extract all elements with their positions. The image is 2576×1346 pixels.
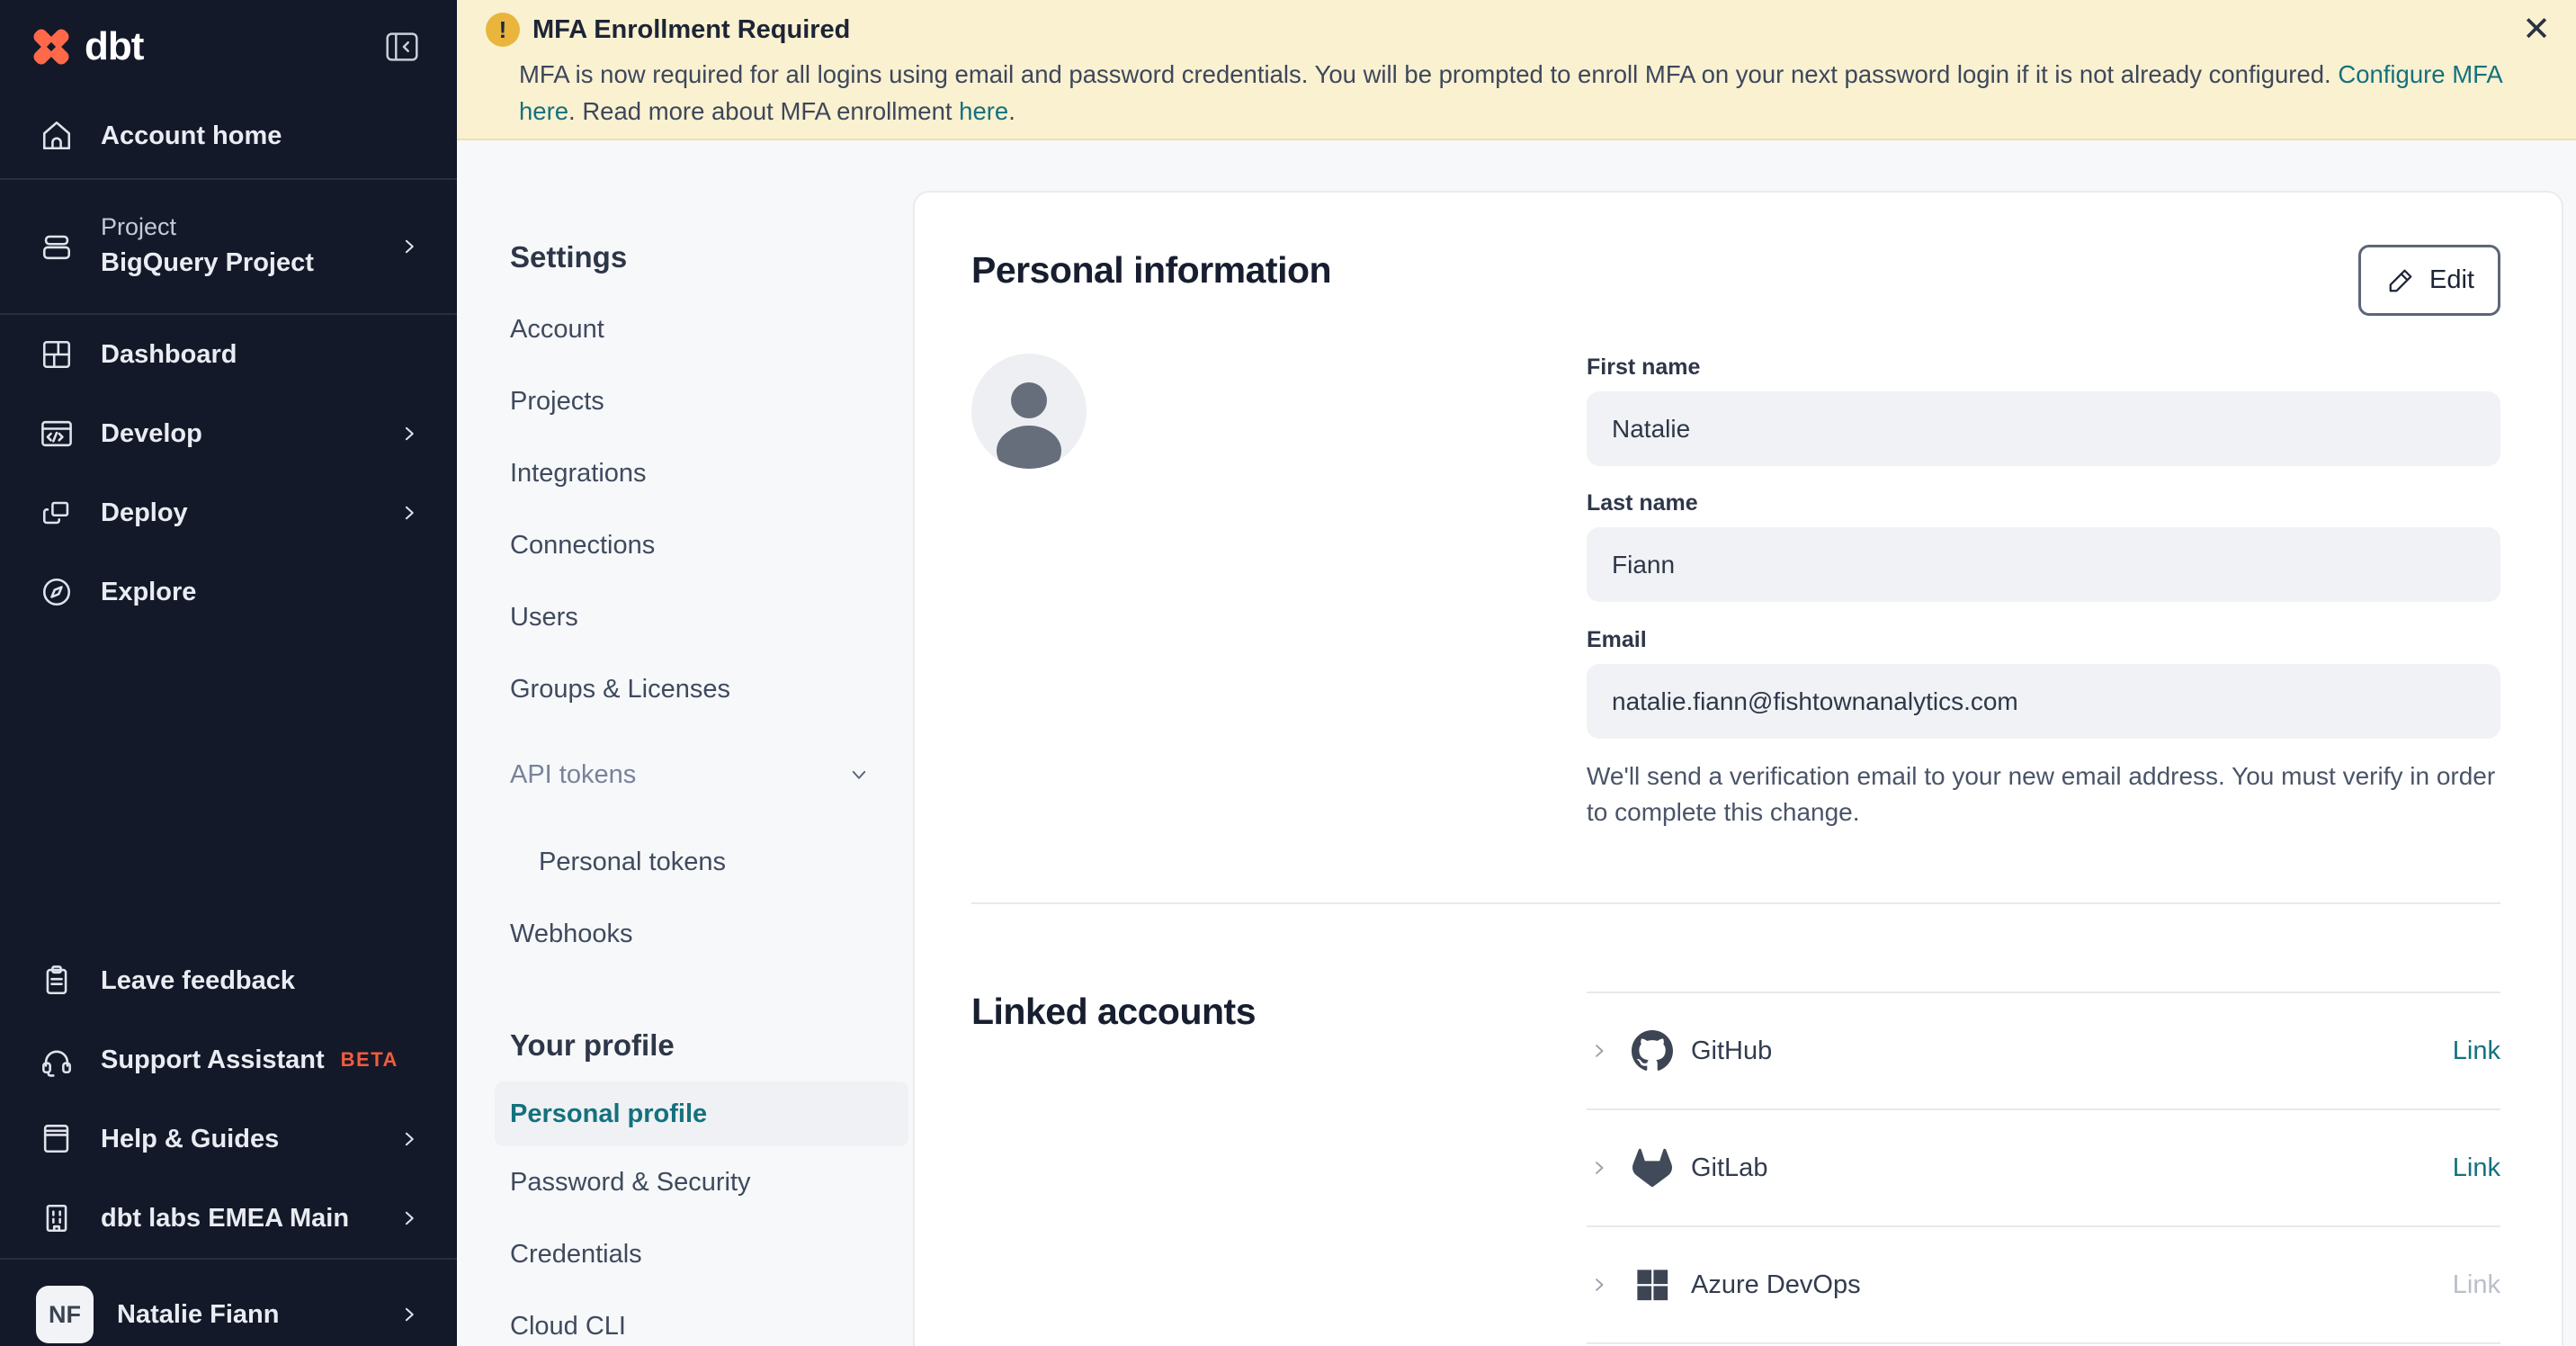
headset-icon — [36, 1039, 77, 1081]
sidebar-item-explore[interactable] — [0, 552, 457, 632]
nav-item-credentials[interactable]: Credentials — [510, 1239, 642, 1269]
first-name-label: First name — [1587, 354, 1701, 380]
settings-nav — [457, 140, 913, 1346]
nav-item-groups-licenses[interactable]: Groups & Licenses — [510, 674, 731, 704]
last-name-label: Last name — [1587, 489, 1698, 516]
dashboard-icon — [36, 334, 77, 375]
banner-body — [519, 56, 2525, 130]
github-link-action[interactable]: Link — [2452, 1036, 2500, 1065]
sidebar-item-label: Support Assistant — [101, 1045, 325, 1074]
configure-mfa-link[interactable]: Configure MFA here — [519, 60, 2502, 125]
chevron-right-icon[interactable] — [1587, 1272, 1612, 1297]
linked-account-row-gitlab — [1587, 1110, 2500, 1227]
sidebar-item-label: Deploy — [101, 498, 188, 527]
linked-account-row-azure-devops — [1587, 1227, 2500, 1344]
person-silhouette-icon — [971, 354, 1087, 469]
banner-title: MFA Enrollment Required — [532, 14, 851, 44]
chevron-right-icon — [396, 1205, 423, 1232]
sidebar-item-label: Dashboard — [101, 339, 237, 369]
sidebar-item-develop[interactable] — [0, 394, 457, 473]
sidebar-item-label: Develop — [101, 418, 202, 448]
compass-icon — [36, 571, 77, 613]
mfa-banner — [457, 0, 2576, 140]
nav-item-webhooks[interactable]: Webhooks — [510, 919, 633, 948]
project-kicker: Project — [101, 212, 177, 240]
nav-item-cloud-cli[interactable]: Cloud CLI — [510, 1311, 626, 1341]
sidebar-user-menu[interactable] — [0, 1260, 457, 1346]
azure-devops-link-action: Link — [2452, 1270, 2500, 1299]
personal-information-card — [913, 191, 2563, 1346]
gitlab-icon — [1632, 1147, 1673, 1189]
chevron-right-icon[interactable] — [1587, 1038, 1612, 1063]
gitlab-link-action[interactable]: Link — [2452, 1153, 2500, 1182]
sidebar-item-label: Account home — [101, 121, 282, 150]
profile-avatar — [971, 354, 1087, 469]
sidebar-item-label: dbt labs EMEA Main — [101, 1203, 350, 1233]
banner-text: . — [1008, 97, 1015, 125]
beta-badge: BETA — [340, 1048, 398, 1071]
email-input[interactable] — [1587, 664, 2500, 739]
nav-item-account[interactable]: Account — [510, 314, 604, 344]
sidebar-item-support-assistant[interactable] — [0, 1020, 457, 1099]
your-profile-heading: Your profile — [510, 1028, 675, 1062]
chevron-down-icon — [845, 761, 872, 788]
sidebar-item-deploy[interactable] — [0, 473, 457, 552]
banner-text: MFA is now required for all logins using email and password credentials. You will be prompted to enroll MFA on your next password login if it is not already configured. — [519, 60, 2339, 88]
banner-text: . Read more about MFA enrollment — [568, 97, 960, 125]
linked-account-row-github — [1587, 993, 2500, 1110]
home-icon — [36, 115, 77, 157]
first-name-input[interactable] — [1587, 391, 2500, 466]
nav-item-password-security[interactable]: Password & Security — [510, 1167, 751, 1197]
nav-item-projects[interactable]: Projects — [510, 386, 604, 416]
provider-name: GitHub — [1691, 1036, 1773, 1065]
close-icon[interactable]: ✕ — [2522, 11, 2551, 49]
email-helper-text: We'll send a verification email to your new email address. You must verify in order to complete this change. — [1587, 762, 2496, 826]
edit-button-label: Edit — [2429, 265, 2474, 294]
edit-button[interactable] — [2358, 245, 2500, 316]
sidebar-collapse-icon[interactable] — [381, 26, 423, 67]
project-box-icon — [36, 226, 77, 267]
sidebar-logo-row — [0, 0, 457, 94]
nav-item-connections[interactable]: Connections — [510, 530, 656, 560]
sidebar-item-label: Explore — [101, 577, 197, 606]
user-name: Natalie Fiann — [117, 1299, 280, 1329]
clipboard-icon — [36, 960, 77, 1001]
email-label: Email — [1587, 626, 1647, 652]
nav-item-users[interactable]: Users — [510, 602, 578, 632]
azure-devops-icon — [1632, 1264, 1673, 1306]
code-window-icon — [36, 413, 77, 454]
sidebar-item-account-home[interactable] — [0, 94, 457, 178]
pencil-icon — [2384, 265, 2417, 297]
user-avatar: NF — [36, 1286, 94, 1343]
project-name: BigQuery Project — [101, 247, 314, 277]
building-icon — [36, 1198, 77, 1239]
sidebar-item-label: Leave feedback — [101, 965, 296, 995]
linked-accounts-title: Linked accounts — [971, 991, 1257, 1032]
warning-icon: ! — [486, 13, 520, 47]
nav-item-integrations[interactable]: Integrations — [510, 458, 647, 488]
github-icon — [1632, 1030, 1673, 1072]
nav-item-api-tokens[interactable] — [495, 739, 908, 811]
nav-item-label: API tokens — [510, 759, 637, 789]
chevron-right-icon — [396, 1126, 423, 1153]
page-title: Personal information — [971, 249, 1332, 291]
sidebar — [0, 0, 457, 1346]
chevron-right-icon[interactable] — [1587, 1155, 1612, 1180]
chevron-right-icon — [396, 233, 423, 260]
sidebar-item-help-guides[interactable] — [0, 1099, 457, 1179]
settings-heading: Settings — [510, 240, 628, 274]
chevron-right-icon — [396, 420, 423, 447]
sidebar-item-project[interactable] — [0, 180, 457, 313]
provider-name: GitLab — [1691, 1153, 1768, 1182]
dbt-logo-text: dbt — [85, 24, 144, 68]
sidebar-item-dashboard[interactable] — [0, 315, 457, 394]
sidebar-item-label: Help & Guides — [101, 1124, 280, 1153]
book-icon — [36, 1118, 77, 1160]
last-name-input[interactable] — [1587, 527, 2500, 602]
nav-item-personal-tokens[interactable]: Personal tokens — [539, 847, 726, 876]
deploy-icon — [36, 492, 77, 534]
nav-item-personal-profile[interactable]: Personal profile — [495, 1081, 908, 1146]
dbt-logo-icon — [27, 22, 76, 71]
linked-accounts-list — [1587, 992, 2500, 1344]
sidebar-item-leave-feedback[interactable] — [0, 941, 457, 1020]
sidebar-item-org[interactable] — [0, 1179, 457, 1258]
chevron-right-icon — [396, 499, 423, 526]
mfa-here-link[interactable]: here — [959, 97, 1009, 125]
chevron-right-icon — [396, 1301, 423, 1328]
provider-name: Azure DevOps — [1691, 1270, 1861, 1299]
